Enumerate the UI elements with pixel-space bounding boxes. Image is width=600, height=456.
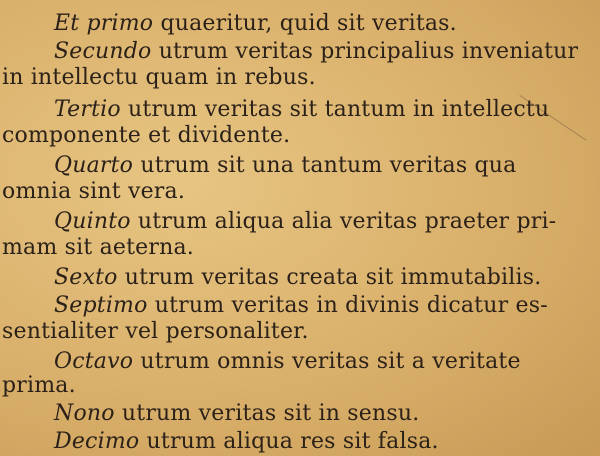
question-continuation-line: omnia sint vera. [2,179,186,204]
question-ordinal: Decimo [54,429,140,454]
question-first-line [54,400,419,428]
question-first-line [54,208,556,236]
question-ordinal: Quarto [54,153,134,178]
question-text: utrum aliqua alia veritas praeter pri- [137,209,557,234]
question-continuation-line: componente et dividente. [2,123,291,148]
question-text: quaeritur, quid sit veritas. [160,11,457,36]
question-ordinal: Secundo [54,39,152,64]
question-continuation-line: mam sit aeterna. [2,235,194,260]
question-first-line [54,264,541,292]
question-ordinal: Tertio [54,97,121,122]
question-ordinal: Et primo [54,11,154,36]
question-continuation-line: sentialiter vel personaliter. [2,319,309,344]
question-first-line [54,428,439,456]
question-ordinal: Nono [54,401,115,426]
question-continuation-line: prima. [2,373,76,398]
question-text: utrum aliqua res sit falsa. [146,429,439,454]
question-continuation-line: in intellectu quam in rebus. [2,65,316,90]
question-first-line [54,96,549,124]
question-first-line [54,38,578,66]
question-text: utrum omnis veritas sit a veritate [140,349,521,374]
question-first-line [54,152,517,180]
question-first-line [54,348,521,376]
question-text: utrum veritas principalius inveniatur [158,39,579,64]
question-text: utrum veritas sit in sensu. [121,401,420,426]
question-ordinal: Septimo [54,293,148,318]
question-text: utrum sit una tantum veritas qua [140,153,517,178]
question-text: utrum veritas in divinis dicatur es- [154,293,548,318]
question-text: utrum veritas creata sit immutabilis. [124,265,542,290]
question-first-line [54,10,457,38]
question-ordinal: Sexto [54,265,118,290]
question-ordinal: Octavo [54,349,134,374]
question-text: utrum veritas sit tantum in intellectu [128,97,550,122]
question-ordinal: Quinto [54,209,131,234]
question-first-line [54,292,548,320]
